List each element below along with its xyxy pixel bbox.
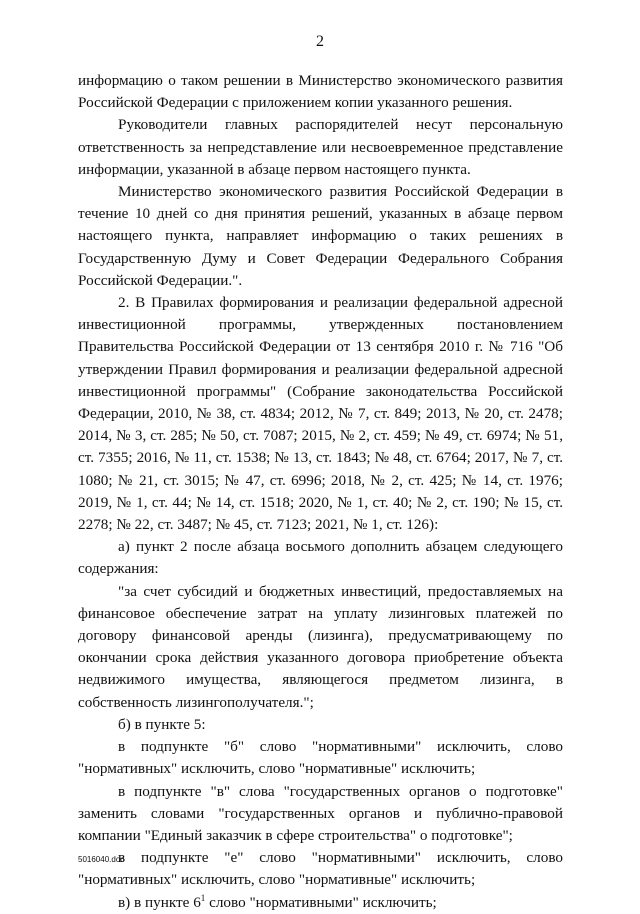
paragraph-6: "за счет субсидий и бюджетных инвестиций, предоставляемых на финансовое обеспечение затрат на уплату лизинговых платежей по договору финансовой аренды (лизинга), предусматривающему по окончании срока действия указанного договора приобретение объекта недвижимого имущества, являющегося предметом лизинга, в собственность лизингополучателя."; <box>78 582 563 711</box>
paragraph-8: в подпункте "б" слово "нормативными" исключить, слово "нормативных" исключить, слово "нормативные" исключить; <box>78 738 563 778</box>
footer-file-code: 5016040.doc <box>78 855 125 864</box>
paragraph-11 <box>78 892 563 914</box>
paragraph-5: а) пункт 2 после абзаца восьмого дополнить абзацем следующего содержания: <box>78 538 563 578</box>
paragraph-11-text: в) в пункте 6 <box>118 893 201 911</box>
paragraph-7: б) в пункте 5: <box>118 715 206 733</box>
paragraph-11-text-end: слово "нормативными" исключить; <box>205 893 437 911</box>
superscript-1: 1 <box>200 892 206 903</box>
paragraph-1: информацию о таком решении в Министерство экономического развития Российской Федерации с приложением копии указанного решения. <box>78 72 563 112</box>
paragraph-3: Министерство экономического развития Российской Федерации в течение 10 дней со дня принятия решений, указанных в абзаце первом настоящего пункта, направляет информацию о таких решениях в Государственную Думу и Совет Федерации Федерального Собрания Российской Федерации.". <box>78 183 563 289</box>
paragraph-4: 2. В Правилах формирования и реализации федеральной адресной инвестиционной программы, утвержденных постановлением Правительства Российской Федерации от 13 сентября 2010 г. № 716 "Об утверждении Правил формирования и реализации федеральной адресной инвестиционной программы" (Собрание законодательства Российской Федерации, 2010, № 38, ст. 4834; 2012, № 7, ст. 849; 2013, № 20, ст. 2478; 2014, № 3, ст. 285; № 50, ст. 7087; 2015, № 2, ст. 459; № 49, ст. 6974; № 51, ст. 7355; 2016, № 11, ст. 1538; № 13, ст. 1843; № 48, ст. 6764; 2017, № 7, ст. 1080; № 21, ст. 3015; № 47, ст. 6996; 2018, № 2, ст. 425; № 14, ст. 1976; 2019, № 1, ст. 44; № 14, ст. 1518; 2020, № 1, ст. 40; № 2, ст. 190; № 15, ст. 2278; № 22, ст. 3487; № 45, ст. 7123; 2021, № 1, ст. 126): <box>78 294 563 534</box>
paragraph-9: в подпункте "в" слова "государственных органов о подготовке" заменить словами "государственных органов и публично-правовой компании "Единый заказчик в сфере строительства" о подготовке"; <box>78 782 563 844</box>
page-number: 2 <box>316 33 324 50</box>
paragraph-2: Руководители главных распорядителей несут персональную ответственность за непредставление или несвоевременное представление информации, указанной в абзаце первом настоящего пункта. <box>78 116 563 178</box>
document-body <box>78 70 563 914</box>
paragraph-10: в подпункте "е" слово "нормативными" исключить, слово "нормативных" исключить, слово "нормативные" исключить; <box>78 849 563 889</box>
